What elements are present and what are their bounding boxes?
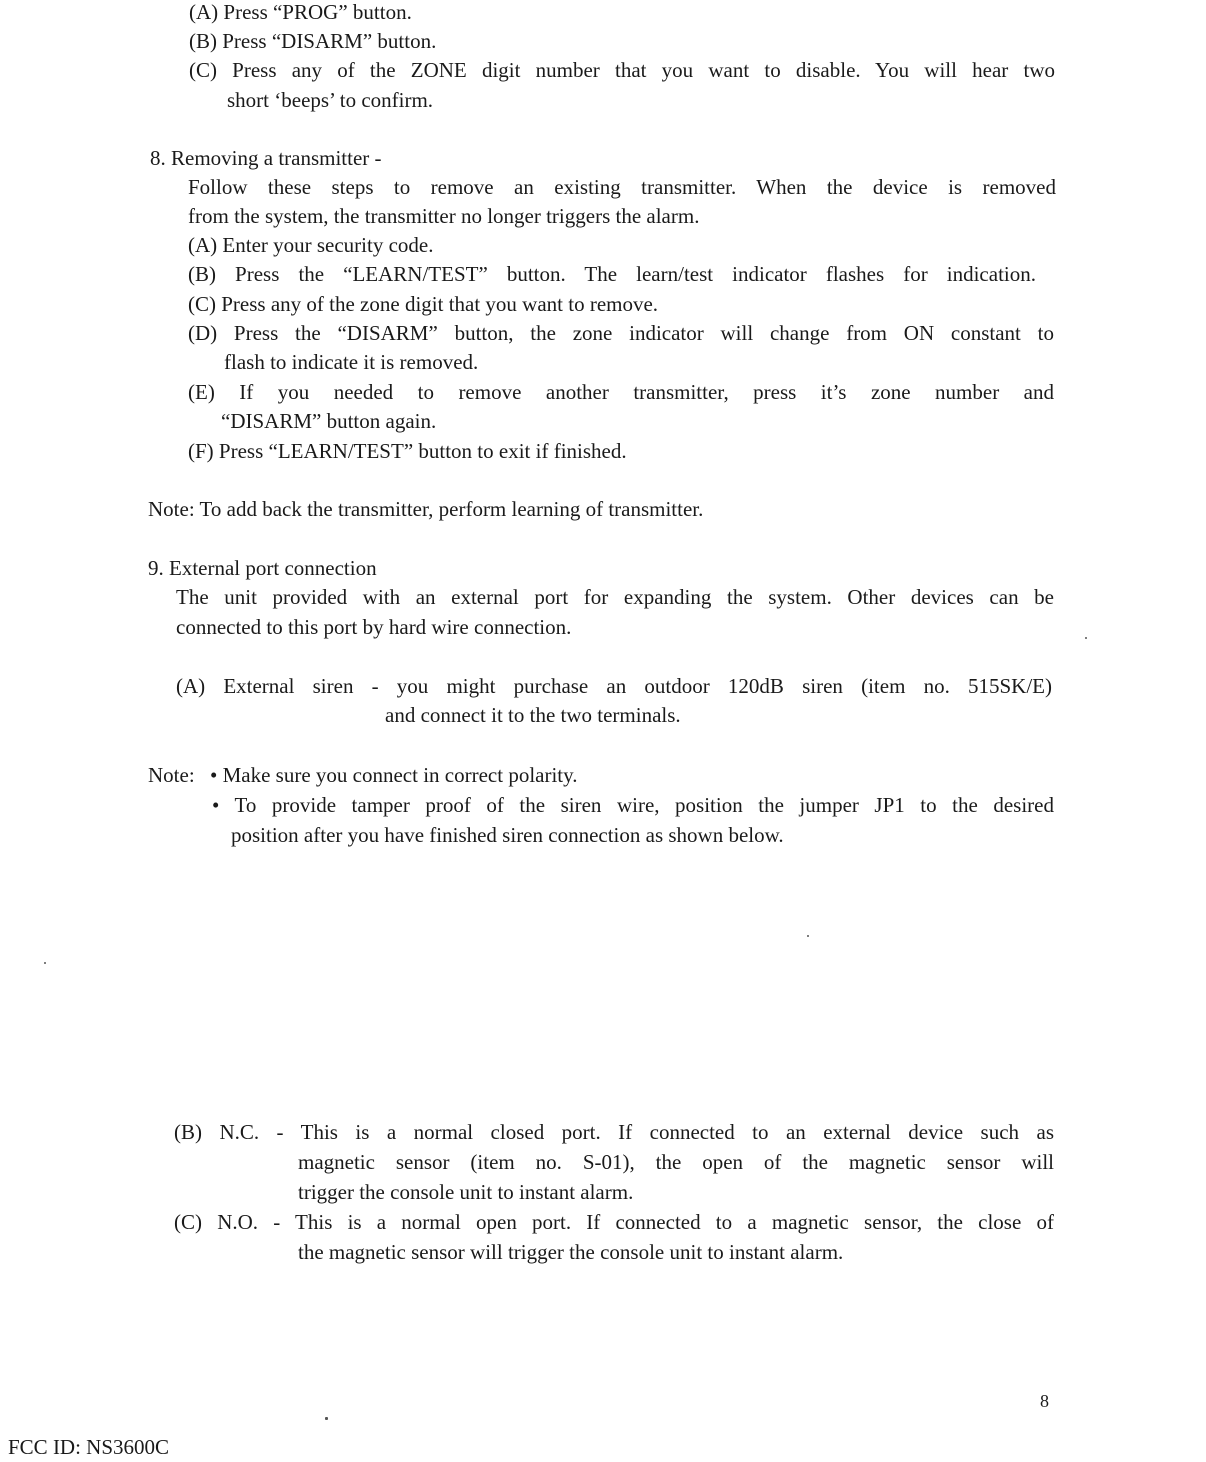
note-label: Note: (148, 763, 195, 787)
no-port-item-cont: the magnetic sensor will trigger the console unit to instant alarm. (298, 1240, 844, 1264)
nc-port-item-cont: magnetic sensor (item no. S-01), the open of the magnetic sensor will (298, 1150, 1054, 1174)
prev-step-b: (B) Press “DISARM” button. (189, 29, 437, 53)
note-bullet-tamper-cont: position after you have finished siren connection as shown below. (231, 823, 784, 847)
nc-port-item: (B) N.C. - This is a normal closed port. If connected to an external device such as (174, 1120, 1054, 1144)
section-8-intro: Follow these steps to remove an existing transmitter. When the device is removed (188, 175, 1056, 199)
section-8-heading: 8. Removing a transmitter - (150, 146, 382, 170)
section-8-step-f: (F) Press “LEARN/TEST” button to exit if finished. (188, 439, 627, 463)
scan-speck (325, 1417, 328, 1420)
scan-speck (1085, 637, 1087, 639)
section-9-intro: The unit provided with an external port for expanding the system. Other devices can be (176, 585, 1054, 609)
section-8-step-d-cont: flash to indicate it is removed. (224, 350, 479, 374)
note-add-back: Note: To add back the transmitter, perform learning of transmitter. (148, 497, 704, 521)
scan-speck (44, 962, 46, 964)
section-9-intro-cont: connected to this port by hard wire connection. (176, 615, 572, 639)
section-8-step-c: (C) Press any of the zone digit that you want to remove. (188, 292, 659, 316)
external-siren-item-cont: and connect it to the two terminals. (385, 703, 681, 727)
section-8-step-e-cont: “DISARM” button again. (221, 409, 437, 433)
prev-step-c: (C) Press any of the ZONE digit number that you want to disable. You will hear two (189, 58, 1055, 82)
nc-port-item-cont2: trigger the console unit to instant alarm. (298, 1180, 634, 1204)
scan-speck (807, 935, 809, 937)
prev-step-c-cont: short ‘beeps’ to confirm. (227, 88, 434, 112)
external-siren-item: (A) External siren - you might purchase an outdoor 120dB siren (item no. 515SK/E) (176, 674, 1052, 698)
section-8-step-d: (D) Press the “DISARM” button, the zone indicator will change from ON constant to (188, 321, 1054, 345)
section-8-step-a: (A) Enter your security code. (188, 233, 434, 257)
section-8-step-e: (E) If you needed to remove another transmitter, press it’s zone number and (188, 380, 1054, 404)
section-8-intro-cont: from the system, the transmitter no longer triggers the alarm. (188, 204, 700, 228)
section-9-heading: 9. External port connection (148, 556, 377, 580)
page-number: 8 (1040, 1391, 1049, 1411)
fcc-id: FCC ID: NS3600C (8, 1435, 170, 1459)
note-bullet-polarity: • Make sure you connect in correct polarity. (210, 763, 578, 787)
note-bullet-tamper: • To provide tamper proof of the siren wire, position the jumper JP1 to the desired (212, 793, 1054, 817)
no-port-item: (C) N.O. - This is a normal open port. If connected to a magnetic sensor, the close of (174, 1210, 1054, 1234)
section-8-step-b: (B) Press the “LEARN/TEST” button. The learn/test indicator flashes for indication. (188, 262, 1036, 286)
prev-step-a: (A) Press “PROG” button. (189, 0, 412, 24)
